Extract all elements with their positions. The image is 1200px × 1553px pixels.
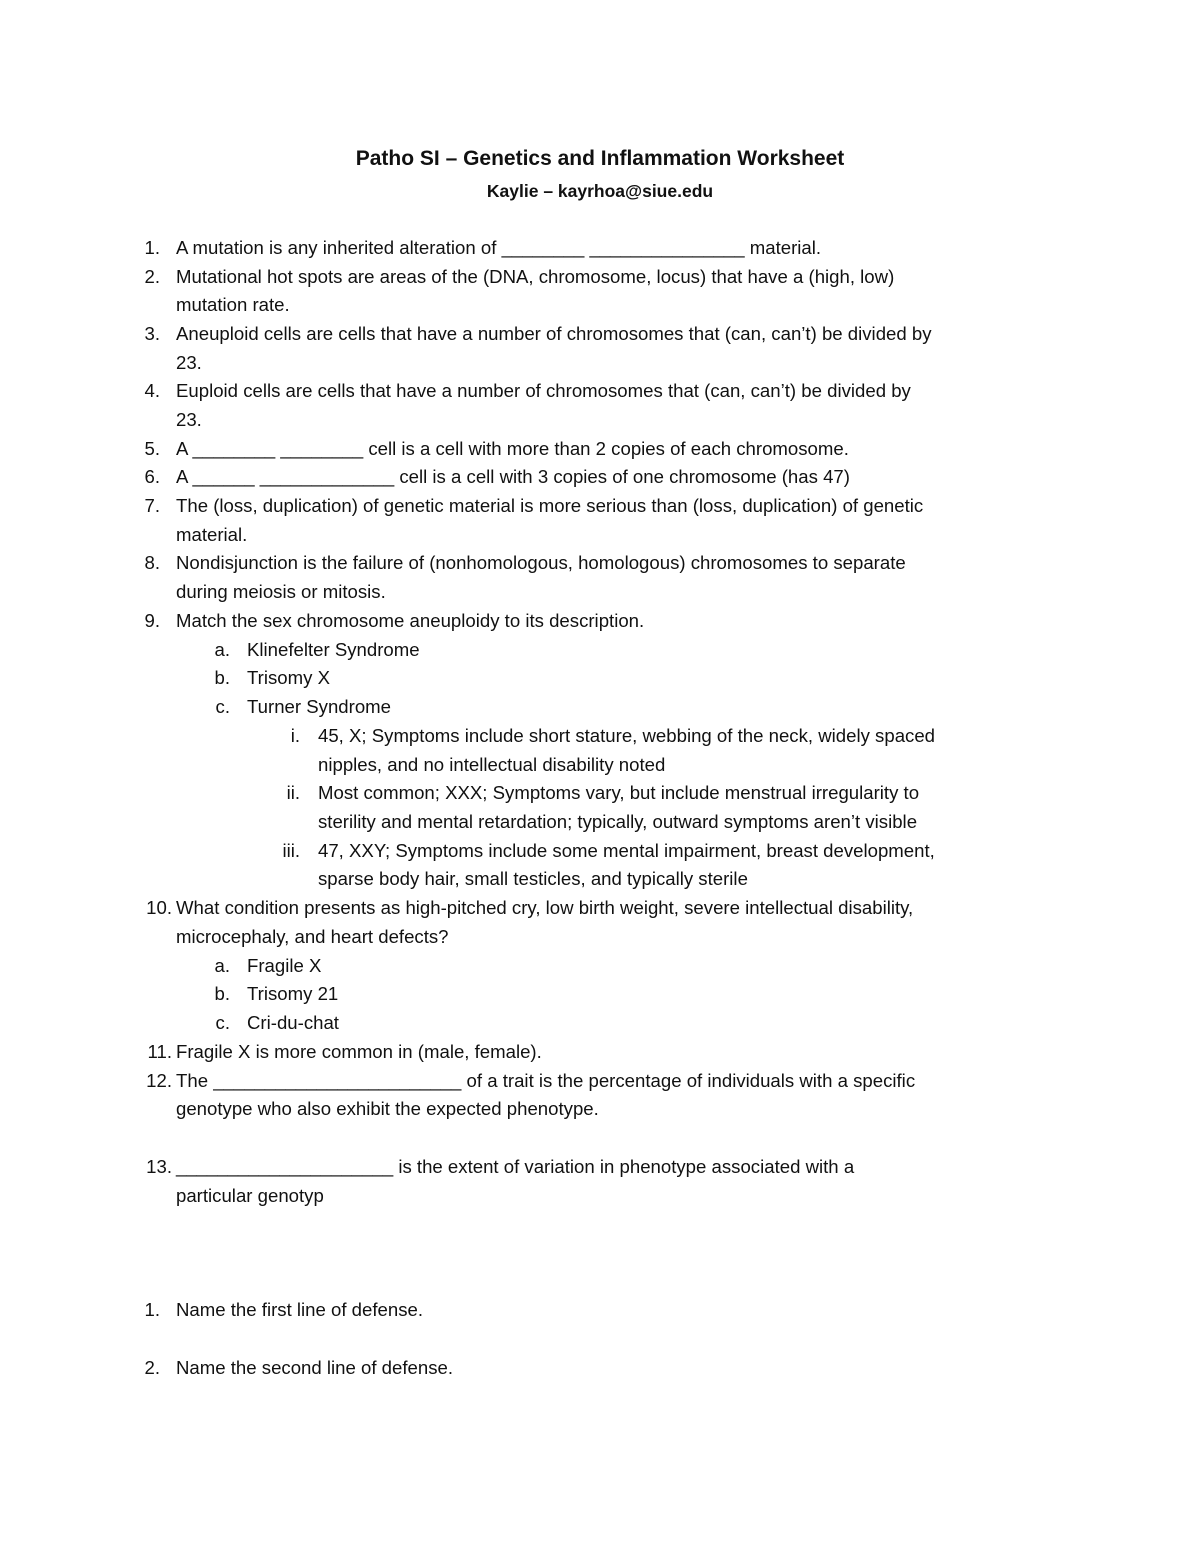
question-number: 3.	[144, 323, 160, 344]
question-number: 7.	[144, 495, 160, 516]
description-text: nipples, and no intellectual disability noted	[318, 754, 666, 775]
option-marker: a.	[214, 955, 230, 976]
option-text: Trisomy X	[247, 667, 330, 688]
question-text: Aneuploid cells are cells that have a number of chromosomes that (can, can’t) be divided by	[176, 323, 932, 344]
description-text: 45, X; Symptoms include short stature, webbing of the neck, widely spaced	[318, 725, 936, 746]
question-text: Name the first line of defense.	[176, 1299, 424, 1320]
question-text: 23.	[176, 352, 202, 373]
question-number: 10.	[146, 897, 172, 918]
description-marker: i.	[290, 725, 300, 746]
question-number: 12.	[146, 1070, 172, 1091]
option-text: Cri-du-chat	[247, 1012, 339, 1033]
question-text: Match the sex chromosome aneuploidy to its description.	[176, 610, 645, 631]
description-text: Most common; XXX; Symptoms vary, but include menstrual irregularity to	[318, 782, 920, 803]
option-marker: c.	[215, 1012, 230, 1033]
option-marker: a.	[214, 639, 230, 660]
question-text: A mutation is any inherited alteration of ________ _______________ material.	[176, 237, 822, 258]
description-marker: ii.	[286, 782, 300, 803]
question-number: 9.	[144, 610, 160, 631]
description-marker: iii.	[282, 840, 300, 861]
description-text: sparse body hair, small testicles, and typically sterile	[318, 868, 748, 889]
author-contact: Kaylie – kayrhoa@siue.edu	[486, 181, 714, 201]
question-text: particular genotyp	[176, 1185, 324, 1206]
question-text: microcephaly, and heart defects?	[176, 926, 449, 947]
question-text: Name the second line of defense.	[176, 1357, 454, 1378]
description-text: sterility and mental retardation; typically, outward symptoms aren’t visible	[318, 811, 918, 832]
option-marker: c.	[215, 696, 230, 717]
question-text: The ________________________ of a trait is the percentage of individuals with a specific	[176, 1070, 916, 1091]
question-text: material.	[176, 524, 248, 545]
question-number: 1.	[144, 237, 160, 258]
question-text: mutation rate.	[176, 294, 290, 315]
question-number: 6.	[144, 466, 160, 487]
question-text: Euploid cells are cells that have a number of chromosomes that (can, can’t) be divided by	[176, 380, 911, 401]
option-text: Turner Syndrome	[247, 696, 391, 717]
question-text: A ______ _____________ cell is a cell with 3 copies of one chromosome (has 47)	[176, 466, 850, 487]
question-number: 13.	[146, 1156, 172, 1177]
option-text: Trisomy 21	[247, 983, 339, 1004]
question-text: genotype who also exhibit the expected phenotype.	[176, 1098, 599, 1119]
option-text: Fragile X	[247, 955, 322, 976]
question-text: Nondisjunction is the failure of (nonhomologous, homologous) chromosomes to separate	[176, 552, 906, 573]
question-text: during meiosis or mitosis.	[176, 581, 386, 602]
question-number: 2.	[144, 266, 160, 287]
question-text: A ________ ________ cell is a cell with more than 2 copies of each chromosome.	[176, 438, 849, 459]
question-number: 11.	[147, 1041, 172, 1062]
question-text: _____________________ is the extent of variation in phenotype associated with a	[176, 1156, 855, 1177]
question-number: 5.	[144, 438, 160, 459]
page-title: Patho SI – Genetics and Inflammation Worksheet	[355, 147, 845, 170]
question-text: 23.	[176, 409, 202, 430]
question-number: 4.	[144, 380, 160, 401]
question-text: The (loss, duplication) of genetic material is more serious than (loss, duplication) of genetic	[176, 495, 924, 516]
option-text: Klinefelter Syndrome	[247, 639, 420, 660]
question-text: Mutational hot spots are areas of the (DNA, chromosome, locus) that have a (high, low)	[176, 266, 895, 287]
question-number: 1.	[144, 1299, 160, 1320]
option-marker: b.	[214, 983, 230, 1004]
description-text: 47, XXY; Symptoms include some mental impairment, breast development,	[318, 840, 935, 861]
question-text: Fragile X is more common in (male, female).	[176, 1041, 542, 1062]
question-number: 8.	[144, 552, 160, 573]
option-marker: b.	[214, 667, 230, 688]
question-text: What condition presents as high-pitched cry, low birth weight, severe intellectual disability,	[176, 897, 914, 918]
question-number: 2.	[144, 1357, 160, 1378]
